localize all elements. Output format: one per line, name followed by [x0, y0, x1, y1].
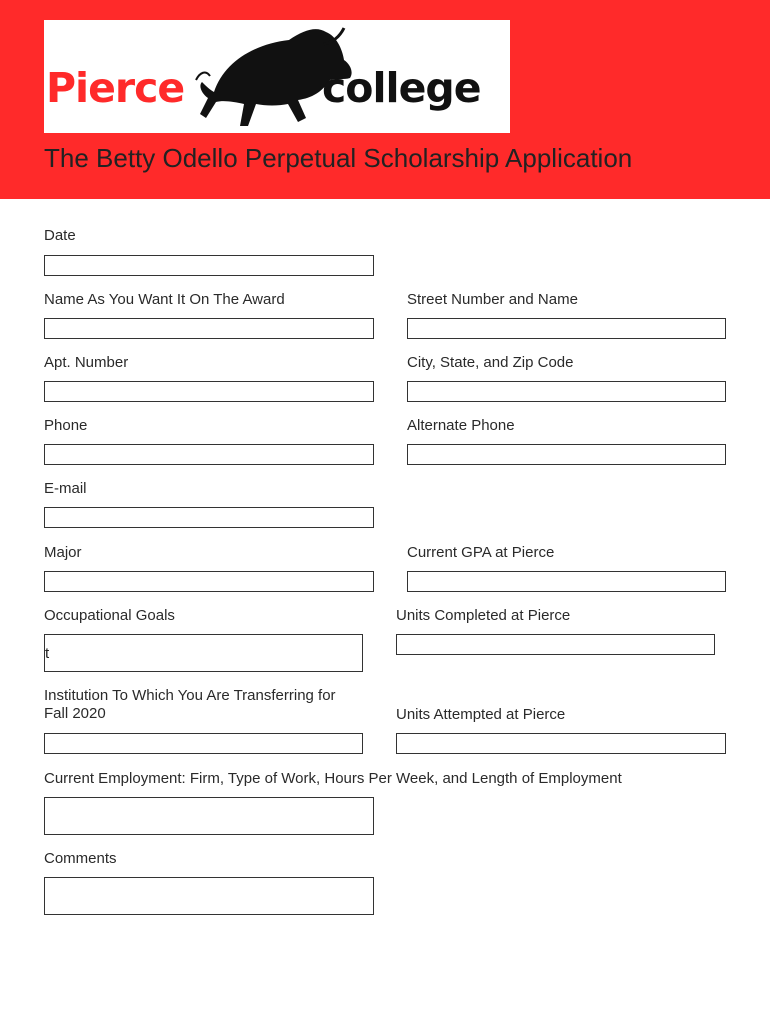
logo-word-pierce: Pierce — [46, 64, 185, 112]
apt-label: Apt. Number — [44, 354, 129, 371]
city-label: City, State, and Zip Code — [407, 354, 574, 371]
employment-label: Current Employment: Firm, Type of Work, Hours Per Week, and Length of Employment — [44, 770, 622, 787]
alt-phone-field[interactable] — [407, 444, 726, 465]
alt-phone-label: Alternate Phone — [407, 417, 515, 434]
date-label: Date — [44, 227, 76, 244]
units-completed-field[interactable] — [396, 634, 715, 655]
pierce-college-logo — [44, 20, 510, 133]
comments-field[interactable] — [44, 877, 374, 915]
city-field[interactable] — [407, 381, 726, 402]
units-completed-label: Units Completed at Pierce — [396, 607, 571, 624]
goals-label: Occupational Goals — [44, 607, 175, 624]
email-label: E-mail — [44, 480, 87, 497]
email-field[interactable] — [44, 507, 374, 528]
units-attempted-label: Units Attempted at Pierce — [396, 706, 566, 723]
goals-field[interactable]: t — [44, 634, 363, 672]
employment-field[interactable] — [44, 797, 374, 835]
logo-word-college: college — [322, 64, 481, 112]
gpa-field[interactable] — [407, 571, 726, 592]
name-field[interactable] — [44, 318, 374, 339]
major-field[interactable] — [44, 571, 374, 592]
page-title: The Betty Odello Perpetual Scholarship Application — [44, 143, 633, 173]
phone-label: Phone — [44, 417, 88, 434]
phone-field[interactable] — [44, 444, 374, 465]
street-label: Street Number and Name — [407, 291, 578, 308]
major-label: Major — [44, 544, 82, 561]
name-label: Name As You Want It On The Award — [44, 291, 285, 308]
comments-label: Comments — [44, 850, 117, 867]
date-field[interactable] — [44, 255, 374, 276]
institution-label: Institution To Which You Are Transferring for Fall 2020 — [44, 687, 336, 722]
gpa-label: Current GPA at Pierce — [407, 544, 555, 561]
street-field[interactable] — [407, 318, 726, 339]
units-attempted-field[interactable] — [396, 733, 726, 754]
apt-field[interactable] — [44, 381, 374, 402]
institution-field[interactable] — [44, 733, 363, 754]
header-banner — [0, 0, 770, 199]
